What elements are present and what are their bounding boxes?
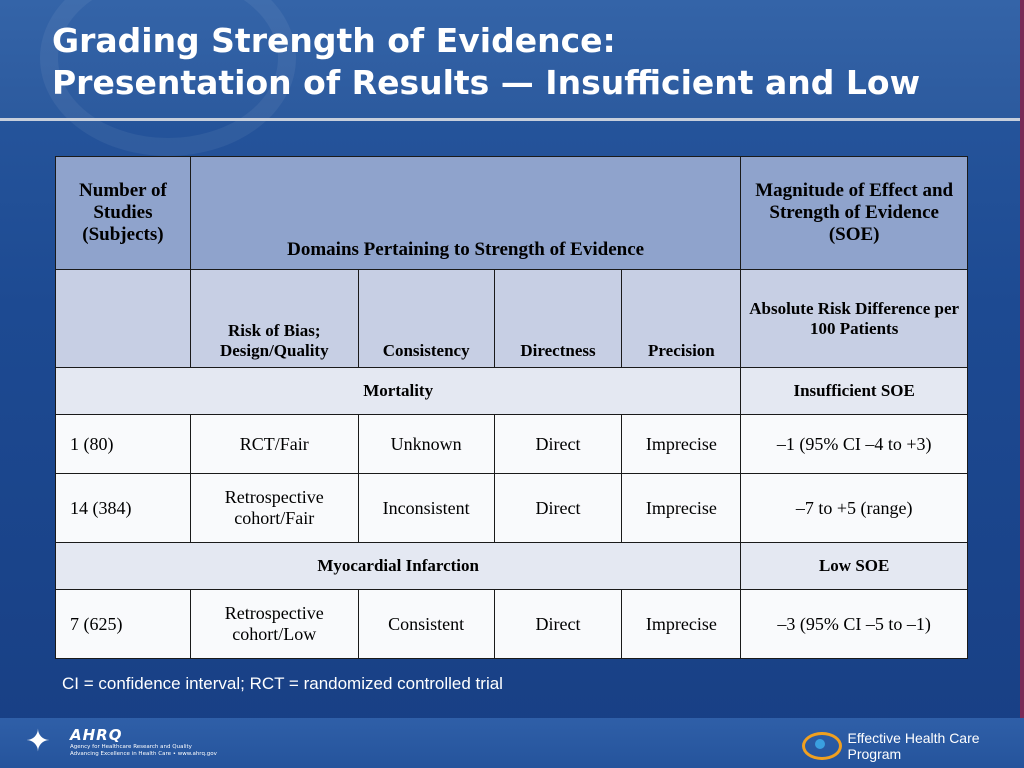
header-studies: Number of Studies (Subjects)	[56, 157, 191, 270]
cell-directness: Direct	[494, 415, 622, 474]
header-absolute-risk: Absolute Risk Difference per 100 Patients	[741, 270, 968, 368]
table-row	[56, 415, 968, 474]
cell-bias: Retrospective cohort/Low	[190, 590, 358, 659]
cell-studies: 1 (80)	[56, 415, 191, 474]
cell-precision: Imprecise	[622, 415, 741, 474]
section-row-mortality	[56, 368, 968, 415]
header-magnitude: Magnitude of Effect and Strength of Evidence (SOE)	[741, 157, 968, 270]
cell-bias: Retrospective cohort/Fair	[190, 474, 358, 543]
section-soe: Insufficient SOE	[741, 368, 968, 415]
ahrq-agency-name: Agency for Healthcare Research and Quality	[70, 744, 192, 750]
cell-consistency: Unknown	[358, 415, 494, 474]
header-directness: Directness	[494, 270, 622, 368]
table-row	[56, 590, 968, 659]
title-line-2: Presentation of Results — Insufficient and Low	[52, 63, 921, 102]
slide-title	[52, 20, 920, 104]
slide-edge	[1020, 0, 1024, 768]
footnote: CI = confidence interval; RCT = randomized controlled trial	[62, 674, 503, 693]
cell-consistency: Consistent	[358, 590, 494, 659]
ahrq-logo	[70, 726, 217, 758]
cell-effect: –7 to +5 (range)	[741, 474, 968, 543]
cell-bias: RCT/Fair	[190, 415, 358, 474]
cell-precision: Imprecise	[622, 474, 741, 543]
section-row-myocardial-infarction	[56, 543, 968, 590]
ehc-logo	[802, 730, 1024, 762]
header-blank	[56, 270, 191, 368]
table-row	[56, 474, 968, 543]
ahrq-wordmark: AHRQ	[70, 726, 123, 744]
header-risk-of-bias: Risk of Bias; Design/Quality	[190, 270, 358, 368]
section-outcome: Myocardial Infarction	[56, 543, 741, 590]
header-row-2	[56, 270, 968, 368]
cell-studies: 14 (384)	[56, 474, 191, 543]
ehc-program-name: Effective Health Care Program	[847, 730, 980, 762]
header-precision: Precision	[622, 270, 741, 368]
cell-directness: Direct	[494, 590, 622, 659]
cell-directness: Direct	[494, 474, 622, 543]
title-divider	[0, 118, 1024, 121]
ahrq-tagline: Advancing Excellence in Health Care • www.ahrq.gov	[70, 751, 217, 757]
header-domains: Domains Pertaining to Strength of Evidence	[190, 157, 740, 270]
header-consistency: Consistency	[358, 270, 494, 368]
cell-studies: 7 (625)	[56, 590, 191, 659]
hhs-eagle-icon: ✦	[25, 724, 51, 759]
section-soe: Low SOE	[741, 543, 968, 590]
evidence-table	[55, 156, 968, 659]
cell-consistency: Inconsistent	[358, 474, 494, 543]
section-outcome: Mortality	[56, 368, 741, 415]
cell-effect: –3 (95% CI –5 to –1)	[741, 590, 968, 659]
title-line-1: Grading Strength of Evidence:	[52, 21, 616, 60]
ehc-swirl-icon	[802, 732, 842, 760]
cell-effect: –1 (95% CI –4 to +3)	[741, 415, 968, 474]
header-row-1	[56, 157, 968, 270]
cell-precision: Imprecise	[622, 590, 741, 659]
